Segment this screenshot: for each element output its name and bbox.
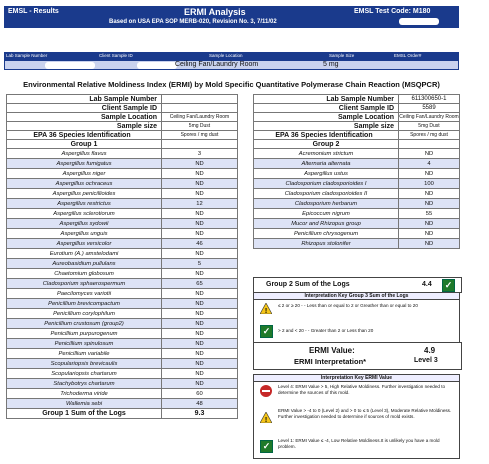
strip-size: 5 mg <box>323 61 339 68</box>
species-row <box>7 339 238 349</box>
species-count: ND <box>162 379 238 389</box>
sample-strip <box>4 52 459 72</box>
species-row <box>254 209 460 219</box>
label-cell: Sample size <box>7 122 162 131</box>
species-name: Aspergillus flavus <box>7 149 162 159</box>
sum-value: 4.4 <box>422 281 432 288</box>
value-cell: 5589 <box>399 104 460 113</box>
sum-label: Group 1 Sum of the Logs <box>7 409 162 419</box>
group2-table <box>253 94 460 249</box>
banner-test-code: EMSL Test Code: M180 <box>354 8 431 15</box>
species-row <box>254 149 460 159</box>
svg-text:!: ! <box>264 308 268 314</box>
ermi-interp-value: Level 3 <box>414 357 438 364</box>
species-row <box>7 389 238 399</box>
species-name: Aspergillus sclerotiorum <box>7 209 162 219</box>
species-name: Stachybotrys chartarum <box>7 379 162 389</box>
species-name: Chaetomium globosum <box>7 269 162 279</box>
species-row <box>7 269 238 279</box>
species-row <box>7 329 238 339</box>
species-name: Cladosporium sphaerospermum <box>7 279 162 289</box>
species-name: Aspergillus ustus <box>254 169 399 179</box>
species-row <box>7 349 238 359</box>
species-row <box>7 219 238 229</box>
species-row <box>254 189 460 199</box>
species-name: Penicillium variabile <box>7 349 162 359</box>
species-row <box>7 309 238 319</box>
strip-row <box>4 60 459 70</box>
value-cell: Ceiling Fan/Laundry Room <box>162 113 238 122</box>
label-cell: Client Sample ID <box>254 104 399 113</box>
banner-subtitle: Based on USA EPA SOP MERB-020, Revision No. 3, 7/11/02 <box>109 19 277 25</box>
value-cell: 5mg Dust <box>399 122 460 131</box>
banner-left: EMSL - Results <box>8 8 59 15</box>
warning-triangle-icon <box>260 303 272 314</box>
species-count: ND <box>399 149 460 159</box>
ermi-interp-label: ERMI Interpretation* <box>294 357 367 366</box>
species-count: ND <box>162 169 238 179</box>
value-cell: Ceiling Fan/Laundry Room <box>399 114 459 120</box>
species-name: Penicillium chrysogenum <box>254 229 399 239</box>
species-name: Aspergillus versicolor <box>7 239 162 249</box>
species-row <box>254 169 460 179</box>
group1-table <box>6 94 238 419</box>
species-row <box>7 259 238 269</box>
stop-icon <box>260 385 272 397</box>
species-name: Aspergillus ochraceus <box>7 179 162 189</box>
ermi-value: 4.9 <box>424 346 436 355</box>
species-name: Paecilomyces variotii <box>7 289 162 299</box>
value-cell: 5mg Dust <box>162 122 238 131</box>
species-count: ND <box>162 219 238 229</box>
species-name: Penicillium corylophilum <box>7 309 162 319</box>
group2-sum <box>253 277 462 293</box>
species-count: ND <box>162 339 238 349</box>
group1-sum <box>7 409 238 419</box>
species-count: 5 <box>162 259 238 269</box>
group2-labels <box>254 95 460 149</box>
species-row <box>254 159 460 169</box>
svg-text:!: ! <box>264 417 268 423</box>
species-row <box>254 179 460 189</box>
species-count: ND <box>162 309 238 319</box>
species-count: ND <box>162 289 238 299</box>
species-count: ND <box>162 349 238 359</box>
species-name: Scopulariopsis brevicaulis <box>7 359 162 369</box>
species-row <box>7 279 238 289</box>
species-name: Cladosporium herbarum <box>254 199 399 209</box>
species-count: ND <box>162 209 238 219</box>
species-name: Epicoccum nigrum <box>254 209 399 219</box>
species-count: ND <box>399 199 460 209</box>
redaction-block <box>45 62 95 69</box>
species-row <box>254 229 460 239</box>
value-cell <box>162 104 238 113</box>
ermi-key-body <box>253 382 460 459</box>
species-count: ND <box>399 219 460 229</box>
group1-rows <box>7 149 238 409</box>
ermi-panel <box>253 342 462 370</box>
ermi-key-level1: Level 1: ERMI Value ≤ -4, Low Relative Moldiness.It is unlikely you have a mold problem. <box>278 438 440 449</box>
species-row <box>7 359 238 369</box>
report-banner <box>4 6 459 28</box>
strip-location: Ceiling Fan/Laundry Room <box>175 61 259 68</box>
species-count: 60 <box>162 389 238 399</box>
species-count: ND <box>162 249 238 259</box>
species-row <box>254 199 460 209</box>
species-count: ND <box>162 329 238 339</box>
strip-col-lab: Lab Sample Number <box>6 53 48 58</box>
species-count: ND <box>162 189 238 199</box>
species-name: Aspergillus fumigatus <box>7 159 162 169</box>
species-name: Penicillium brevicompactum <box>7 299 162 309</box>
species-name: Alternaria alternata <box>254 159 399 169</box>
value-cell: Spores / mg dust <box>399 131 460 140</box>
species-name: Wallemia sebi <box>7 399 162 409</box>
species-count: ND <box>399 169 460 179</box>
species-count: ND <box>399 229 460 239</box>
species-name: Eurotium (A.) amstelodami <box>7 249 162 259</box>
label-cell: EPA 36 Species Identification <box>254 131 399 140</box>
value-cell: Spores / mg dust <box>162 131 238 140</box>
strip-col-order: EMSL Order# <box>394 53 422 58</box>
label-cell: Lab Sample Number <box>254 95 399 104</box>
value-cell <box>162 95 238 104</box>
species-row <box>7 379 238 389</box>
redaction-block <box>137 62 177 69</box>
species-name: Aspergillus restrictus <box>7 199 162 209</box>
species-name: Mucor and Rhizopus group <box>254 219 399 229</box>
species-count: 46 <box>162 239 238 249</box>
label-cell: EPA 36 Species Identification <box>7 131 162 140</box>
species-count: ND <box>162 229 238 239</box>
green-check-icon: ✓ <box>442 279 455 292</box>
species-count: 12 <box>162 199 238 209</box>
warning-triangle-icon <box>260 412 272 423</box>
key3-panel <box>253 292 460 343</box>
species-name: Penicillium purpurogenum <box>7 329 162 339</box>
species-name: Aspergillus unguis <box>7 229 162 239</box>
species-name: Aspergillus sydowii <box>7 219 162 229</box>
species-count: ND <box>399 239 460 249</box>
species-count: ND <box>162 159 238 169</box>
species-row <box>7 189 238 199</box>
label-cell: Lab Sample Number <box>7 95 162 104</box>
species-count: ND <box>162 299 238 309</box>
species-row <box>7 319 238 329</box>
label-cell: Client Sample ID <box>7 104 162 113</box>
redaction-block <box>399 18 439 25</box>
banner-title: ERMI Analysis <box>184 7 246 17</box>
ermi-key-title: Interpretation Key ERMI Value <box>253 374 460 382</box>
ermi-key-level23: ERMI Value > -4 to 0 (Level 2) and > 0 to ≤ 5 (Level 3), Moderate Relative Moldiness. Further investigation needed to determine if sources of mold exists. <box>278 408 452 419</box>
species-name: Cladosporium cladosporioides II <box>254 189 399 199</box>
ermi-key-panel <box>253 374 460 459</box>
green-check-icon: ✓ <box>260 325 273 338</box>
species-row <box>7 149 238 159</box>
strip-col-location: Sample Location <box>209 53 243 58</box>
species-count: ND <box>162 269 238 279</box>
species-count: ND <box>162 359 238 369</box>
sum-value: 9.3 <box>162 409 238 419</box>
key3-warn-text: ≤ 2 or ≥ 20 - - Less than or equal to 2 or Greather than or equal to 20 <box>278 303 418 308</box>
strip-header <box>4 52 459 60</box>
species-count: 4 <box>399 159 460 169</box>
species-row <box>7 169 238 179</box>
species-name: Aureobasidium pullulans <box>7 259 162 269</box>
species-name: Rhizopus stolonifer <box>254 239 399 249</box>
species-count: 55 <box>399 209 460 219</box>
species-count: 3 <box>162 149 238 159</box>
species-row <box>7 239 238 249</box>
species-name: Acremonium strictum <box>254 149 399 159</box>
species-count: ND <box>399 189 460 199</box>
species-name: Penicillium crustosum (group2) <box>7 319 162 329</box>
main-title: Environmental Relative Moldiness Index (ERMI) by Mold Specific Quantitative Polymerase Chain Reaction (MSQPCR) <box>23 80 440 89</box>
key3-ok-text: > 2 and < 20 - - Greater than 2 or Less than 20 <box>278 328 374 333</box>
species-name: Trichoderma viride <box>7 389 162 399</box>
green-check-icon: ✓ <box>260 440 273 453</box>
species-row <box>7 209 238 219</box>
ermi-label: ERMI Value: <box>309 346 355 355</box>
species-name: Aspergillus niger <box>7 169 162 179</box>
species-count: ND <box>162 319 238 329</box>
species-row <box>7 159 238 169</box>
strip-col-size: Sample Size <box>329 53 355 58</box>
label-cell: Sample Location <box>254 113 399 122</box>
value-cell: 611300650-1 <box>399 95 460 104</box>
group-label: Group 2 <box>254 140 399 149</box>
species-row <box>7 249 238 259</box>
species-name: Scopulariopsis chartarum <box>7 369 162 379</box>
species-count: 100 <box>399 179 460 189</box>
species-row <box>7 199 238 209</box>
species-count: 65 <box>162 279 238 289</box>
key3-body <box>253 300 460 343</box>
species-name: Cladosporium cladosporioides I <box>254 179 399 189</box>
species-row <box>7 229 238 239</box>
sum-label: Group 2 Sum of the Logs <box>266 281 350 288</box>
species-count: ND <box>162 179 238 189</box>
species-row <box>7 369 238 379</box>
label-cell: Sample Location <box>7 113 162 122</box>
group1-labels <box>7 95 238 149</box>
species-row <box>7 289 238 299</box>
species-row <box>254 219 460 229</box>
species-row <box>254 239 460 249</box>
strip-col-client: Client Sample ID <box>99 53 133 58</box>
species-name: Aspergillus penicillioides <box>7 189 162 199</box>
group2-rows <box>254 149 460 249</box>
species-row <box>7 399 238 409</box>
species-name: Penicillium spinulosum <box>7 339 162 349</box>
key3-title: Interpretation Key Group 3 Sum of the Logs <box>253 292 460 300</box>
label-cell: Sample size <box>254 122 399 131</box>
species-count: ND <box>162 369 238 379</box>
species-row <box>7 179 238 189</box>
species-count: 48 <box>162 399 238 409</box>
ermi-key-level4: Level 4: ERMI Value > 5, High Relative Moldiness. Further investigation needed to determine the sources of this mold. <box>278 384 446 395</box>
group-label: Group 1 <box>7 140 162 149</box>
species-row <box>7 299 238 309</box>
